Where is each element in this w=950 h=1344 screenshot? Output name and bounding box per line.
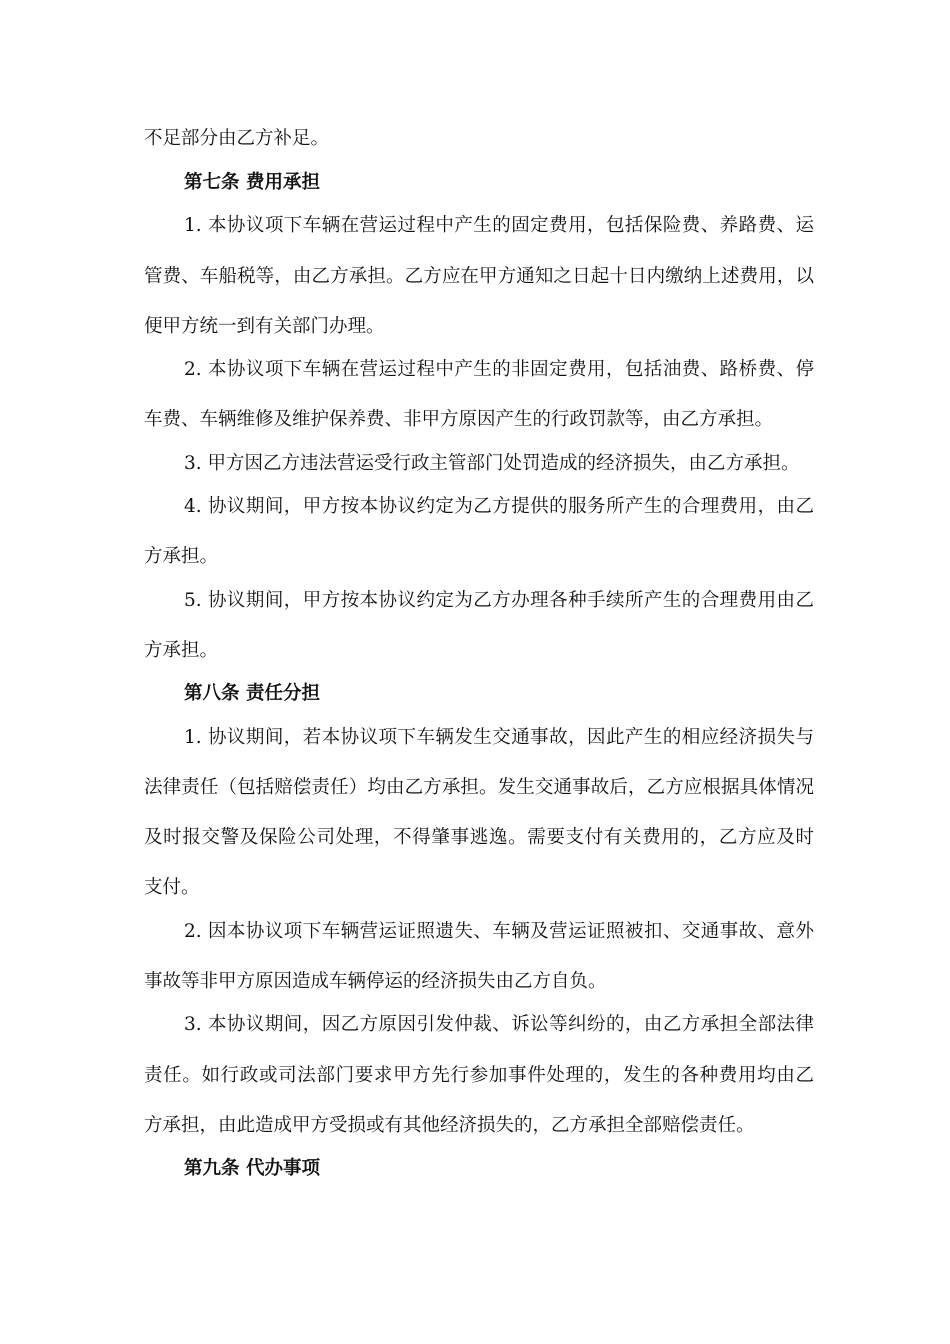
paragraph-line: 方承担。: [144, 640, 219, 661]
paragraph-line: 方承担。: [144, 546, 219, 567]
section-heading-article-8: 第八条 责任分担: [184, 683, 320, 704]
paragraph-line: 事故等非甲方原因造成车辆停运的经济损失由乙方自负。: [144, 971, 607, 992]
paragraph-line: 2. 本协议项下车辆在营运过程中产生的非固定费用，包括油费、路桥费、停: [184, 359, 814, 380]
paragraph-line: 及时报交警及保险公司处理，不得肇事逃逸。需要支付有关费用的，乙方应及时: [144, 827, 814, 848]
paragraph-line: 1. 本协议项下车辆在营运过程中产生的固定费用，包括保险费、养路费、运: [184, 215, 814, 236]
paragraph-line: 3. 本协议期间，因乙方原因引发仲裁、诉讼等纠纷的，由乙方承担全部法律: [184, 1014, 814, 1035]
paragraph-line: 支付。: [144, 877, 200, 898]
paragraph-line: 3. 甲方因乙方违法营运受行政主管部门处罚造成的经济损失，由乙方承担。: [184, 453, 800, 474]
paragraph-line: 不足部分由乙方补足。: [144, 128, 330, 149]
paragraph-line: 便甲方统一到有关部门办理。: [144, 316, 385, 337]
section-heading-article-9: 第九条 代办事项: [184, 1158, 320, 1179]
paragraph-line: 2. 因本协议项下车辆营运证照遗失、车辆及营运证照被扣、交通事故、意外: [184, 921, 814, 942]
paragraph-line: 4. 协议期间，甲方按本协议约定为乙方提供的服务所产生的合理费用，由乙: [184, 496, 814, 517]
paragraph-line: 法律责任（包括赔偿责任）均由乙方承担。发生交通事故后，乙方应根据具体情况: [144, 777, 814, 798]
paragraph-line: 方承担，由此造成甲方受损或有其他经济损失的，乙方承担全部赔偿责任。: [144, 1115, 755, 1136]
paragraph-line: 车费、车辆维修及维护保养费、非甲方原因产生的行政罚款等，由乙方承担。: [144, 409, 774, 430]
section-heading-article-7: 第七条 费用承担: [184, 172, 320, 193]
paragraph-line: 责任。如行政或司法部门要求甲方先行参加事件处理的，发生的各种费用均由乙: [144, 1065, 814, 1086]
paragraph-line: 5. 协议期间，甲方按本协议约定为乙方办理各种手续所产生的合理费用由乙: [184, 590, 814, 611]
paragraph-line: 1. 协议期间，若本协议项下车辆发生交通事故，因此产生的相应经济损失与: [184, 727, 814, 748]
paragraph-line: 管费、车船税等，由乙方承担。乙方应在甲方通知之日起十日内缴纳上述费用，以: [144, 266, 814, 287]
